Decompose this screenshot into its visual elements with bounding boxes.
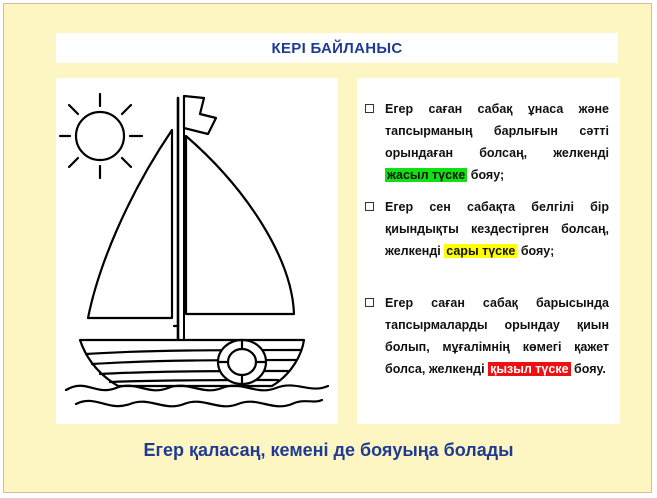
title-box (56, 33, 618, 63)
item-suffix: бояу; (470, 168, 505, 182)
square-bullet-icon (365, 298, 374, 307)
highlight-red: қызыл түске (490, 362, 569, 376)
item-suffix: бояу. (574, 362, 606, 376)
instructions-panel (357, 78, 620, 424)
item-text: Егер саған сабақ барысында тапсырмаларды орындау қиын болып, мұғалімнің көмегі қажет болса, желкенді (385, 296, 609, 376)
lifebuoy-icon (218, 340, 266, 384)
highlight-yellow: сары түске (446, 244, 516, 258)
instruction-item (385, 196, 609, 262)
item-suffix: бояу; (520, 244, 555, 258)
footer-caption: Егер қаласаң, кемені де бояуыңа болады (143, 440, 514, 460)
highlight-green: жасыл түске (387, 168, 466, 182)
sun-icon (60, 94, 142, 178)
slide (3, 3, 652, 493)
item-text: Егер саған сабақ ұнаса және тапсырманың барлығын сәтті орындаған болсаң, желкенді (385, 102, 609, 160)
wave-icon (66, 385, 328, 406)
instruction-item (385, 292, 609, 380)
slide-title: КЕРІ БАЙЛАНЫС (271, 39, 403, 57)
boat-icon (80, 340, 304, 386)
flag-icon (184, 96, 216, 134)
square-bullet-icon (365, 202, 374, 211)
item-text: Егер сен сабақта белгілі бір қиындықты кездестірген болсаң, желкенді (385, 200, 609, 258)
boat-illustration (56, 78, 338, 424)
instruction-item (385, 98, 609, 186)
sail-icon (88, 130, 294, 318)
square-bullet-icon (365, 104, 374, 113)
